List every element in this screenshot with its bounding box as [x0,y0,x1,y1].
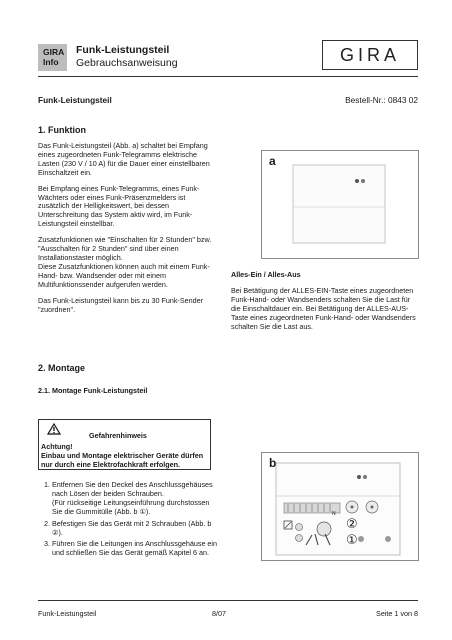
document-title: Funk-Leistungsteil [76,44,170,56]
logo-line-info: Info [43,57,59,67]
terminal-n-label: N [332,511,336,517]
logo-line-gira: GIRA [43,47,65,57]
gira-brand-logo: GIRA [322,40,418,70]
section-1-paragraph: Das Funk-Leistungsteil kann bis zu 30 Funk-Sender "zuordnen". [38,295,204,314]
warning-attention: Achtung! [41,442,73,451]
section-1-paragraph: Das Funk-Leistungsteil (Abb. a) schaltet bei Empfang eines zugeordneten Funk-Telegramms elektrische Lasten (230 V / 10 A) für die Dauer einer einstellbaren Einschaltzeit ein. [38,141,210,177]
device-illustration-a [262,151,418,258]
section-1-paragraph: Bei Empfang eines Funk-Telegramms, eines Funk-Wächters oder eines Funk-Präsenzmelders ist zusätzlich der Helligkeitswert, bei dessen Unterschreitung das System aktiv wird, im Funk-Leistungsteil einstellbar. [38,183,200,229]
section-1-body [38,142,216,314]
figure-b-marker-2: ② [346,516,358,531]
document-subtitle: Gebrauchsanweisung [76,57,178,69]
gira-info-logo [38,44,67,71]
header-rule [38,76,418,77]
section-2-heading: 2. Montage [38,363,86,373]
figure-a [261,150,419,259]
alles-heading: Alles-Ein / Alles-Aus [231,270,301,279]
montage-step: 2. Befestigen Sie das Gerät mit 2 Schrauben (Abb. b ②). [52,520,218,538]
footer-product: Funk-Leistungsteil [38,609,97,618]
alles-text: Bei Betätigung der ALLES-EIN-Taste eines zugeordneten Funk-Hand- oder Wandsenders schalten Sie die Last für die Einschaltdauer ein. Bei Betätigung der ALLES-AUS-Taste eines zugeordneten Funk-Hand- oder Wandsenders schalten Sie die Last aus. [231,286,416,331]
figure-a-label: a [269,154,276,168]
montage-step: 1. Entfernen Sie den Deckel des Anschlussgehäuses nach Lösen der beiden Schrauben. (Für rückseitige Leitungseinführung durchstossen Sie die Gummitülle (Abb. b ①). [52,481,218,517]
device-illustration-b [262,453,418,560]
montage-steps [38,481,218,561]
figure-b [261,452,419,561]
figure-b-label: b [269,456,277,470]
warning-text: Einbau und Montage elektrischer Geräte dürfen nur durch eine Elektrofachkraft erfolgen. [41,451,204,469]
montage-step: 3. Führen Sie die Leitungen ins Anschlussgehäuse ein und schließen Sie das Gerät gemäß Kapitel 6 an. [52,540,218,558]
page-number: Seite 1 von 8 [376,609,418,618]
order-number: Bestell-Nr.: 0843 02 [345,95,418,105]
figure-b-marker-1: ① [346,532,358,547]
footer-date: 8/07 [212,609,226,618]
section-1-heading: 1. Funktion [38,125,86,135]
warning-title: Gefahrenhinweis [89,431,147,440]
section-1-paragraph: Zusatzfunktionen wie "Einschalten für 2 Stunden" bzw. "Ausschalten für 2 Stunden" sind über einen Installationstaster möglich. Diese Zusatzfunktionen können auch mit einem Funk-Hand- bzw. Wandsender oder mit einem Multifunktionssender aufgerufen werden. [38,235,212,289]
warning-box [38,419,211,470]
footer-rule [38,600,418,601]
product-name: Funk-Leistungsteil [38,95,112,105]
warning-triangle-icon [47,423,61,435]
section-2-1-heading: 2.1. Montage Funk-Leistungsteil [38,386,148,395]
montage-step-list [38,481,218,558]
alles-body [231,287,416,332]
